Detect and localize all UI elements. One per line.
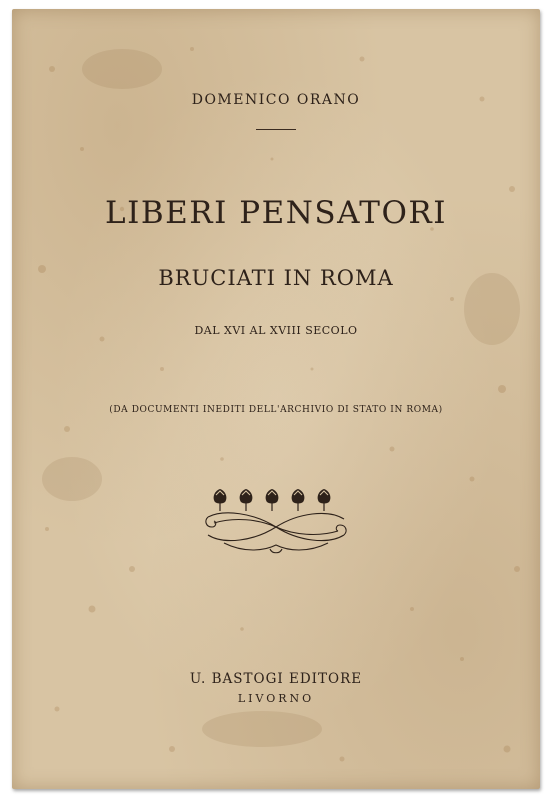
divider-rule xyxy=(256,129,296,130)
source-note: (DA DOCUMENTI INEDITI DELL'ARCHIVIO DI STATO IN ROMA) xyxy=(109,405,443,415)
publisher-name: U. BASTOGI EDITORE xyxy=(189,671,363,687)
book-cover xyxy=(12,9,540,789)
publisher-city: LIVORNO xyxy=(237,692,315,705)
book-title: LIBERI PENSATORI xyxy=(105,195,447,231)
tulip-flourish-icon xyxy=(204,487,348,557)
author-name: DOMENICO ORANO xyxy=(191,92,361,108)
period-line: DAL XVI AL XVIII SECOLO xyxy=(194,324,358,337)
book-subtitle: BRUCIATI IN ROMA xyxy=(158,266,394,290)
